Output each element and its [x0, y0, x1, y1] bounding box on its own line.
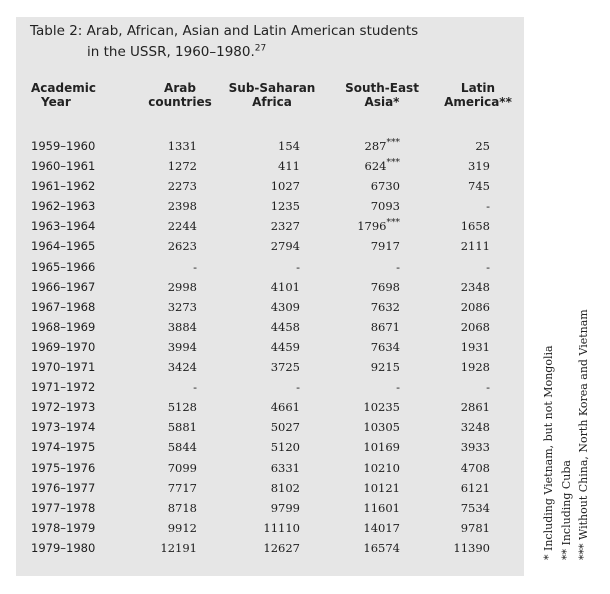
cell-arab-countries-value: 1331 — [167, 139, 197, 153]
cell-academic-year — [31, 377, 95, 397]
cell-academic-year — [31, 397, 95, 417]
cell-sub-saharan-africa-value: 2794 — [270, 239, 300, 254]
cell-arab-countries-value: - — [193, 259, 197, 274]
cell-latin-america — [438, 337, 490, 357]
cell-latin-america — [438, 176, 490, 196]
cell-latin-america — [438, 498, 490, 518]
cell-academic-year-value: 1964–1965 — [31, 239, 96, 254]
cell-arab-countries-value: 5128 — [167, 400, 197, 415]
table-row — [0, 277, 524, 297]
caption-line-2 — [30, 42, 500, 63]
cell-latin-america-value: - — [486, 259, 490, 274]
cell-south-east-asia — [348, 417, 400, 437]
cell-academic-year — [31, 236, 95, 256]
cell-south-east-asia-value: 16574 — [363, 540, 400, 555]
table-row — [0, 337, 524, 357]
table-row — [0, 357, 524, 377]
cell-south-east-asia-value: 8671 — [370, 319, 400, 334]
footnote-mark: *** — [386, 138, 400, 149]
cell-academic-year-value: 1965–1966 — [31, 259, 96, 274]
cell-south-east-asia-value: 7698 — [370, 279, 400, 294]
cell-latin-america-value: 4708 — [460, 460, 490, 475]
cell-latin-america-value: 2068 — [460, 319, 490, 334]
cell-south-east-asia-value: 10121 — [363, 480, 400, 495]
cell-latin-america-value: 3933 — [460, 440, 490, 455]
cell-latin-america — [438, 478, 490, 498]
cell-arab-countries — [145, 377, 197, 397]
table-row — [0, 216, 524, 236]
cell-academic-year-value: 1970–1971 — [31, 360, 96, 375]
cell-south-east-asia — [348, 377, 400, 397]
cell-south-east-asia — [348, 196, 400, 216]
cell-arab-countries-value: 7717 — [167, 480, 197, 495]
cell-academic-year — [31, 478, 95, 498]
cell-academic-year — [31, 156, 95, 176]
cell-south-east-asia-value: 7093 — [370, 199, 400, 214]
cell-sub-saharan-africa — [246, 498, 300, 518]
cell-academic-year — [31, 498, 95, 518]
header-asia-line-1: South-East — [345, 81, 419, 95]
cell-arab-countries-value: 9912 — [167, 520, 197, 535]
table-row — [0, 136, 524, 156]
cell-sub-saharan-africa — [246, 236, 300, 256]
cell-sub-saharan-africa-value: 11110 — [263, 520, 300, 535]
cell-sub-saharan-africa — [246, 538, 300, 558]
cell-latin-america-value: 3248 — [460, 420, 490, 435]
cell-arab-countries — [145, 357, 197, 377]
cell-sub-saharan-africa-value: - — [296, 259, 300, 274]
cell-south-east-asia — [348, 498, 400, 518]
table-row — [0, 397, 524, 417]
cell-latin-america-value: 1931 — [460, 339, 490, 354]
cell-academic-year-value: 1973–1974 — [31, 420, 96, 435]
cell-academic-year-value: 1976–1977 — [31, 480, 96, 495]
cell-arab-countries-value: 7099 — [167, 460, 197, 475]
cell-sub-saharan-africa-value: 2327 — [270, 219, 300, 234]
header-academic-year — [31, 81, 121, 109]
cell-latin-america-value: 2086 — [460, 299, 490, 314]
cell-sub-saharan-africa-value: 1027 — [270, 179, 300, 194]
cell-arab-countries — [145, 498, 197, 518]
table-row — [0, 538, 524, 558]
table-row — [0, 518, 524, 538]
cell-sub-saharan-africa — [246, 397, 300, 417]
cell-academic-year-value: 1969–1970 — [31, 339, 96, 354]
cell-academic-year-value: 1972–1973 — [31, 400, 96, 415]
cell-south-east-asia-value: 10169 — [363, 440, 400, 455]
table-row — [0, 156, 524, 176]
cell-academic-year — [31, 437, 95, 457]
cell-south-east-asia — [348, 538, 400, 558]
cell-academic-year — [31, 196, 95, 216]
cell-latin-america-value: 2861 — [460, 400, 490, 415]
cell-latin-america — [438, 458, 490, 478]
cell-academic-year-value: 1963–1964 — [31, 219, 96, 234]
cell-latin-america — [438, 156, 490, 176]
cell-latin-america-value: - — [486, 199, 490, 214]
cell-sub-saharan-africa-value: - — [296, 380, 300, 395]
header-arab-line-2: countries — [148, 95, 212, 109]
cell-sub-saharan-africa-value: 5120 — [270, 440, 300, 455]
cell-south-east-asia-value: 14017 — [363, 520, 400, 535]
cell-academic-year-value: 1979–1980 — [31, 540, 96, 555]
cell-arab-countries-value: 12191 — [160, 540, 197, 555]
cell-academic-year-value: 1977–1978 — [31, 500, 96, 515]
caption-line-2-text: in the USSR, 1960–1980. — [87, 44, 255, 60]
header-south-east-asia — [332, 81, 432, 109]
cell-south-east-asia — [348, 297, 400, 317]
header-year-line-2: Year — [41, 95, 71, 109]
cell-south-east-asia-value: 10210 — [363, 460, 400, 475]
cell-latin-america — [438, 538, 490, 558]
cell-latin-america-value: 745 — [468, 179, 490, 194]
cell-sub-saharan-africa-value: 4661 — [270, 400, 300, 415]
cell-arab-countries-value: 1272 — [167, 159, 197, 174]
cell-academic-year-value: 1959–1960 — [31, 139, 96, 153]
cell-academic-year — [31, 277, 95, 297]
cell-academic-year — [31, 357, 95, 377]
cell-sub-saharan-africa — [246, 216, 300, 236]
cell-arab-countries — [145, 518, 197, 538]
cell-arab-countries — [145, 297, 197, 317]
cell-academic-year-value: 1971–1972 — [31, 380, 96, 395]
cell-academic-year — [31, 136, 95, 156]
table-row — [0, 437, 524, 457]
cell-arab-countries-value: 2623 — [167, 239, 197, 254]
cell-academic-year — [31, 176, 95, 196]
cell-sub-saharan-africa — [246, 136, 300, 156]
header-sub-saharan-africa — [222, 81, 322, 109]
cell-south-east-asia-value: 10235 — [363, 400, 400, 415]
cell-arab-countries-value: 2398 — [167, 199, 197, 214]
cell-academic-year — [31, 257, 95, 277]
cell-sub-saharan-africa-value: 1235 — [270, 199, 300, 214]
cell-sub-saharan-africa — [246, 458, 300, 478]
cell-south-east-asia — [348, 317, 400, 337]
cell-latin-america — [438, 518, 490, 538]
cell-south-east-asia-value: 1796 — [357, 219, 387, 234]
cell-south-east-asia — [348, 236, 400, 256]
header-arab-countries — [130, 81, 230, 109]
cell-academic-year-value: 1961–1962 — [31, 179, 96, 194]
cell-academic-year — [31, 458, 95, 478]
cell-sub-saharan-africa — [246, 417, 300, 437]
table-row — [0, 458, 524, 478]
cell-arab-countries-value: 2244 — [167, 219, 197, 234]
header-asia-line-2: Asia* — [364, 95, 400, 109]
cell-arab-countries — [145, 136, 197, 156]
cell-academic-year-value: 1974–1975 — [31, 440, 96, 455]
footnote-mark: *** — [386, 218, 400, 229]
header-year-line-1: Academic — [31, 81, 96, 95]
cell-arab-countries — [145, 216, 197, 236]
cell-latin-america — [438, 277, 490, 297]
cell-academic-year — [31, 337, 95, 357]
table-row — [0, 176, 524, 196]
cell-south-east-asia-value: 7634 — [370, 339, 400, 354]
cell-academic-year-value: 1975–1976 — [31, 460, 96, 475]
cell-arab-countries-value: 5881 — [167, 420, 197, 435]
cell-sub-saharan-africa — [246, 437, 300, 457]
table-row — [0, 377, 524, 397]
cell-sub-saharan-africa-value: 9799 — [270, 500, 300, 515]
footnote-2: ** Including Cuba — [559, 460, 573, 560]
cell-academic-year — [31, 297, 95, 317]
cell-latin-america — [438, 236, 490, 256]
cell-sub-saharan-africa-value: 4309 — [270, 299, 300, 314]
footnote-1: * Including Vietnam, but not Mongolia — [542, 345, 555, 560]
cell-south-east-asia-value: 624 — [364, 159, 387, 174]
cell-academic-year-value: 1966–1967 — [31, 279, 96, 294]
cell-south-east-asia-value: 287 — [364, 139, 387, 153]
cell-academic-year — [31, 417, 95, 437]
cell-south-east-asia-value: 9215 — [370, 360, 400, 375]
cell-south-east-asia-value: - — [396, 380, 400, 395]
cell-latin-america-value: - — [486, 380, 490, 395]
table-body — [0, 136, 524, 558]
cell-academic-year — [31, 538, 95, 558]
cell-arab-countries — [145, 437, 197, 457]
cell-latin-america-value: 319 — [468, 159, 490, 174]
cell-sub-saharan-africa-value: 411 — [278, 159, 300, 174]
cell-sub-saharan-africa — [246, 156, 300, 176]
cell-arab-countries — [145, 478, 197, 498]
cell-arab-countries — [145, 277, 197, 297]
cell-south-east-asia — [348, 337, 400, 357]
cell-arab-countries — [145, 236, 197, 256]
cell-academic-year-value: 1962–1963 — [31, 199, 96, 214]
cell-academic-year — [31, 518, 95, 538]
cell-latin-america — [438, 196, 490, 216]
cell-latin-america-value: 25 — [475, 139, 490, 153]
cell-sub-saharan-africa-value: 5027 — [270, 420, 300, 435]
cell-latin-america-value: 6121 — [460, 480, 490, 495]
cell-academic-year — [31, 216, 95, 236]
cell-arab-countries — [145, 538, 197, 558]
cell-arab-countries — [145, 417, 197, 437]
cell-sub-saharan-africa — [246, 357, 300, 377]
cell-south-east-asia-value: 7632 — [370, 299, 400, 314]
cell-arab-countries-value: 8718 — [167, 500, 197, 515]
cell-sub-saharan-africa — [246, 478, 300, 498]
cell-south-east-asia — [348, 458, 400, 478]
table-row — [0, 257, 524, 277]
cell-arab-countries — [145, 176, 197, 196]
cell-latin-america — [438, 257, 490, 277]
cell-arab-countries-value: 3884 — [167, 319, 197, 334]
cell-south-east-asia — [348, 357, 400, 377]
header-africa-line-1: Sub-Saharan — [228, 81, 316, 95]
cell-sub-saharan-africa — [246, 196, 300, 216]
header-africa-line-2: Africa — [252, 95, 292, 109]
cell-south-east-asia — [348, 437, 400, 457]
cell-sub-saharan-africa — [246, 377, 300, 397]
cell-arab-countries — [145, 257, 197, 277]
cell-arab-countries-value: 2273 — [167, 179, 197, 194]
cell-arab-countries-value: 3994 — [167, 339, 197, 354]
cell-latin-america-value: 2348 — [460, 279, 490, 294]
cell-south-east-asia — [348, 216, 400, 236]
cell-academic-year-value: 1968–1969 — [31, 319, 96, 334]
table-row — [0, 196, 524, 216]
cell-arab-countries — [145, 196, 197, 216]
cell-arab-countries — [145, 397, 197, 417]
cell-arab-countries — [145, 156, 197, 176]
cell-latin-america-value: 1928 — [460, 360, 490, 375]
cell-south-east-asia — [348, 478, 400, 498]
table-caption — [30, 21, 500, 63]
cell-south-east-asia-value: - — [396, 259, 400, 274]
cell-latin-america-value: 2111 — [460, 239, 490, 254]
cell-sub-saharan-africa-value: 8102 — [270, 480, 300, 495]
cell-arab-countries-value: 3273 — [167, 299, 197, 314]
footnotes — [540, 305, 602, 560]
cell-latin-america — [438, 437, 490, 457]
cell-academic-year-value: 1967–1968 — [31, 299, 96, 314]
table-row — [0, 317, 524, 337]
footnote-3: *** Without China, North Korea and Vietnam — [577, 309, 590, 560]
cell-arab-countries-value: 5844 — [167, 440, 197, 455]
caption-line-1: Table 2: Arab, African, Asian and Latin American students — [30, 23, 419, 39]
cell-south-east-asia — [348, 156, 400, 176]
cell-arab-countries-value: - — [193, 380, 197, 395]
cell-academic-year-value: 1960–1961 — [31, 159, 96, 174]
cell-south-east-asia — [348, 277, 400, 297]
cell-sub-saharan-africa — [246, 257, 300, 277]
cell-arab-countries-value: 2998 — [167, 279, 197, 294]
cell-academic-year-value: 1978–1979 — [31, 520, 96, 535]
cell-arab-countries — [145, 317, 197, 337]
cell-sub-saharan-africa-value: 4101 — [270, 279, 300, 294]
cell-sub-saharan-africa-value: 4458 — [270, 319, 300, 334]
footnote-mark: *** — [386, 158, 400, 169]
cell-sub-saharan-africa — [246, 176, 300, 196]
table-row — [0, 297, 524, 317]
cell-latin-america — [438, 357, 490, 377]
cell-latin-america — [438, 136, 490, 156]
cell-latin-america-value: 7534 — [460, 500, 490, 515]
header-latin-line-1: Latin — [460, 81, 496, 95]
table-row — [0, 236, 524, 256]
cell-south-east-asia — [348, 136, 400, 156]
cell-sub-saharan-africa — [246, 317, 300, 337]
table-row — [0, 498, 524, 518]
cell-south-east-asia-value: 11601 — [363, 500, 400, 515]
cell-latin-america — [438, 377, 490, 397]
cell-sub-saharan-africa-value: 12627 — [263, 540, 300, 555]
cell-latin-america — [438, 397, 490, 417]
header-latin-line-2: America** — [444, 95, 512, 109]
cell-sub-saharan-africa-value: 4459 — [270, 339, 300, 354]
cell-sub-saharan-africa — [246, 337, 300, 357]
header-latin-america — [428, 81, 528, 109]
cell-south-east-asia-value: 7917 — [370, 239, 400, 254]
cell-south-east-asia — [348, 257, 400, 277]
cell-latin-america-value: 9781 — [460, 520, 490, 535]
cell-latin-america — [438, 297, 490, 317]
cell-academic-year — [31, 317, 95, 337]
cell-south-east-asia — [348, 397, 400, 417]
cell-latin-america — [438, 317, 490, 337]
cell-latin-america-value: 1658 — [460, 219, 490, 234]
cell-sub-saharan-africa-value: 3725 — [270, 360, 300, 375]
cell-latin-america-value: 11390 — [453, 540, 490, 555]
cell-south-east-asia — [348, 518, 400, 538]
footnote-reference: 27 — [254, 43, 267, 54]
header-arab-line-1: Arab — [164, 81, 196, 95]
cell-south-east-asia — [348, 176, 400, 196]
table-row — [0, 478, 524, 498]
table-row — [0, 417, 524, 437]
cell-south-east-asia-value: 6730 — [370, 179, 400, 194]
cell-arab-countries — [145, 458, 197, 478]
cell-arab-countries-value: 3424 — [167, 360, 197, 375]
cell-sub-saharan-africa — [246, 277, 300, 297]
cell-latin-america — [438, 216, 490, 236]
cell-arab-countries — [145, 337, 197, 357]
cell-sub-saharan-africa — [246, 297, 300, 317]
cell-sub-saharan-africa — [246, 518, 300, 538]
cell-sub-saharan-africa-value: 6331 — [270, 460, 300, 475]
cell-south-east-asia-value: 10305 — [363, 420, 400, 435]
cell-sub-saharan-africa-value: 154 — [278, 139, 300, 153]
cell-latin-america — [438, 417, 490, 437]
